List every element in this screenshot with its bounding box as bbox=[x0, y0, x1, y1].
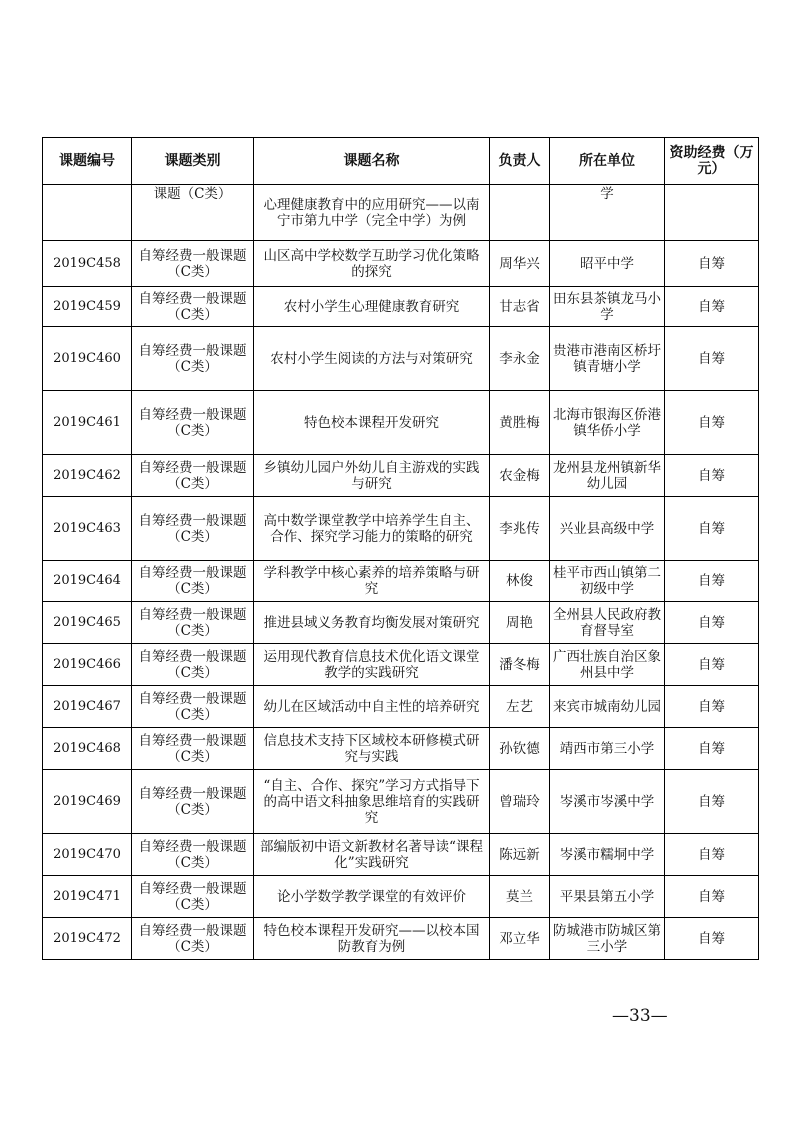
cell-name: 运用现代教育信息技术优化语文课堂教学的实践研究 bbox=[254, 644, 490, 686]
cell-funding: 自筹 bbox=[665, 876, 759, 918]
table-row bbox=[43, 561, 759, 602]
cell-code: 2019C466 bbox=[43, 644, 132, 686]
cell-name: 特色校本课程开发研究 bbox=[254, 391, 490, 455]
table-row bbox=[43, 497, 759, 561]
cell-leader: 农金梅 bbox=[490, 455, 550, 497]
cell-unit: 防城港市防城区第三小学 bbox=[550, 918, 665, 960]
page-number: —33— bbox=[612, 1006, 668, 1026]
cell-unit: 全州县人民政府教育督导室 bbox=[550, 602, 665, 644]
table-header-row bbox=[43, 138, 759, 185]
cell-category: 自筹经费一般课题（C类） bbox=[132, 602, 254, 644]
cell-leader: 曾瑞玲 bbox=[490, 770, 550, 834]
cell-code: 2019C465 bbox=[43, 602, 132, 644]
cell-code: 2019C459 bbox=[43, 287, 132, 327]
table-row bbox=[43, 834, 759, 876]
cell-unit: 来宾市城南幼儿园 bbox=[550, 686, 665, 728]
cell-code: 2019C464 bbox=[43, 561, 132, 602]
table-row bbox=[43, 918, 759, 960]
cell-unit: 田东县茶镇龙马小学 bbox=[550, 287, 665, 327]
cell-code: 2019C458 bbox=[43, 241, 132, 287]
cell-funding: 自筹 bbox=[665, 497, 759, 561]
table-row bbox=[43, 241, 759, 287]
cell-leader: 林俊 bbox=[490, 561, 550, 602]
table-row bbox=[43, 644, 759, 686]
cell-category: 自筹经费一般课题（C类） bbox=[132, 918, 254, 960]
project-table bbox=[42, 137, 759, 960]
cell-code: 2019C468 bbox=[43, 728, 132, 770]
cell-leader: 周华兴 bbox=[490, 241, 550, 287]
cell-category: 课题（C类） bbox=[132, 185, 254, 241]
cell-code: 2019C462 bbox=[43, 455, 132, 497]
cell-funding: 自筹 bbox=[665, 391, 759, 455]
cell-unit: 岑溪市糯垌中学 bbox=[550, 834, 665, 876]
cell-category: 自筹经费一般课题（C类） bbox=[132, 327, 254, 391]
header-code: 课题编号 bbox=[43, 138, 132, 185]
table-row bbox=[43, 770, 759, 834]
cell-category: 自筹经费一般课题（C类） bbox=[132, 561, 254, 602]
cell-name: 农村小学生心理健康教育研究 bbox=[254, 287, 490, 327]
cell-code: 2019C469 bbox=[43, 770, 132, 834]
cell-funding: 自筹 bbox=[665, 241, 759, 287]
table-row bbox=[43, 391, 759, 455]
table-row bbox=[43, 686, 759, 728]
cell-unit: 岑溪市岑溪中学 bbox=[550, 770, 665, 834]
cell-unit: 北海市银海区侨港镇华侨小学 bbox=[550, 391, 665, 455]
cell-code: 2019C470 bbox=[43, 834, 132, 876]
cell-code: 2019C463 bbox=[43, 497, 132, 561]
cell-leader: 邓立华 bbox=[490, 918, 550, 960]
cell-unit: 靖西市第三小学 bbox=[550, 728, 665, 770]
cell-name: 乡镇幼儿园户外幼儿自主游戏的实践与研究 bbox=[254, 455, 490, 497]
cell-code: 2019C461 bbox=[43, 391, 132, 455]
cell-code: 2019C460 bbox=[43, 327, 132, 391]
cell-funding: 自筹 bbox=[665, 918, 759, 960]
cell-leader: 黄胜梅 bbox=[490, 391, 550, 455]
cell-funding bbox=[665, 185, 759, 241]
table-row bbox=[43, 728, 759, 770]
cell-name: 部编版初中语文新教材名著导读“课程化”实践研究 bbox=[254, 834, 490, 876]
cell-category: 自筹经费一般课题（C类） bbox=[132, 497, 254, 561]
cell-name: 幼儿在区域活动中自主性的培养研究 bbox=[254, 686, 490, 728]
cell-funding: 自筹 bbox=[665, 728, 759, 770]
cell-code: 2019C471 bbox=[43, 876, 132, 918]
cell-funding: 自筹 bbox=[665, 327, 759, 391]
cell-funding: 自筹 bbox=[665, 455, 759, 497]
cell-leader: 莫兰 bbox=[490, 876, 550, 918]
cell-category: 自筹经费一般课题（C类） bbox=[132, 728, 254, 770]
table-row bbox=[43, 327, 759, 391]
cell-leader: 李永金 bbox=[490, 327, 550, 391]
cell-unit: 平果县第五小学 bbox=[550, 876, 665, 918]
cell-funding: 自筹 bbox=[665, 602, 759, 644]
cell-name: 农村小学生阅读的方法与对策研究 bbox=[254, 327, 490, 391]
header-category: 课题类别 bbox=[132, 138, 254, 185]
cell-name: 学科教学中核心素养的培养策略与研究 bbox=[254, 561, 490, 602]
cell-name: 心理健康教育中的应用研究——以南宁市第九中学（完全中学）为例 bbox=[254, 185, 490, 241]
cell-category: 自筹经费一般课题（C类） bbox=[132, 770, 254, 834]
cell-unit: 龙州县龙州镇新华幼儿园 bbox=[550, 455, 665, 497]
cell-code bbox=[43, 185, 132, 241]
cell-funding: 自筹 bbox=[665, 686, 759, 728]
cell-code: 2019C472 bbox=[43, 918, 132, 960]
cell-funding: 自筹 bbox=[665, 644, 759, 686]
cell-unit: 广西壮族自治区象州县中学 bbox=[550, 644, 665, 686]
cell-leader: 潘冬梅 bbox=[490, 644, 550, 686]
cell-category: 自筹经费一般课题（C类） bbox=[132, 455, 254, 497]
cell-name: “自主、合作、探究”学习方式指导下的高中语文科抽象思维培育的实践研究 bbox=[254, 770, 490, 834]
cell-leader: 甘志省 bbox=[490, 287, 550, 327]
cell-leader bbox=[490, 185, 550, 241]
cell-unit: 学 bbox=[550, 185, 665, 241]
cell-funding: 自筹 bbox=[665, 561, 759, 602]
cell-name: 推进县域义务教育均衡发展对策研究 bbox=[254, 602, 490, 644]
cell-category: 自筹经费一般课题（C类） bbox=[132, 241, 254, 287]
cell-leader: 左艺 bbox=[490, 686, 550, 728]
cell-category: 自筹经费一般课题（C类） bbox=[132, 686, 254, 728]
table-row bbox=[43, 287, 759, 327]
cell-name: 山区高中学校数学互助学习优化策略的探究 bbox=[254, 241, 490, 287]
cell-leader: 李兆传 bbox=[490, 497, 550, 561]
cell-leader: 孙钦德 bbox=[490, 728, 550, 770]
header-name: 课题名称 bbox=[254, 138, 490, 185]
cell-unit: 桂平市西山镇第二初级中学 bbox=[550, 561, 665, 602]
cell-category: 自筹经费一般课题（C类） bbox=[132, 287, 254, 327]
cell-category: 自筹经费一般课题（C类） bbox=[132, 834, 254, 876]
cell-unit: 兴业县高级中学 bbox=[550, 497, 665, 561]
table-row bbox=[43, 185, 759, 241]
cell-leader: 陈远新 bbox=[490, 834, 550, 876]
table-row bbox=[43, 455, 759, 497]
cell-name: 论小学数学教学课堂的有效评价 bbox=[254, 876, 490, 918]
cell-name: 信息技术支持下区域校本研修模式研究与实践 bbox=[254, 728, 490, 770]
table-row bbox=[43, 876, 759, 918]
header-funding: 资助经费（万元） bbox=[665, 138, 759, 185]
header-unit: 所在单位 bbox=[550, 138, 665, 185]
cell-category: 自筹经费一般课题（C类） bbox=[132, 644, 254, 686]
cell-category: 自筹经费一般课题（C类） bbox=[132, 876, 254, 918]
cell-unit: 贵港市港南区桥圩镇青塘小学 bbox=[550, 327, 665, 391]
header-leader: 负责人 bbox=[490, 138, 550, 185]
cell-unit: 昭平中学 bbox=[550, 241, 665, 287]
table-row bbox=[43, 602, 759, 644]
cell-category: 自筹经费一般课题（C类） bbox=[132, 391, 254, 455]
cell-name: 特色校本课程开发研究——以校本国防教育为例 bbox=[254, 918, 490, 960]
cell-name: 高中数学课堂教学中培养学生自主、合作、探究学习能力的策略的研究 bbox=[254, 497, 490, 561]
cell-funding: 自筹 bbox=[665, 834, 759, 876]
cell-funding: 自筹 bbox=[665, 770, 759, 834]
cell-funding: 自筹 bbox=[665, 287, 759, 327]
cell-leader: 周艳 bbox=[490, 602, 550, 644]
cell-code: 2019C467 bbox=[43, 686, 132, 728]
